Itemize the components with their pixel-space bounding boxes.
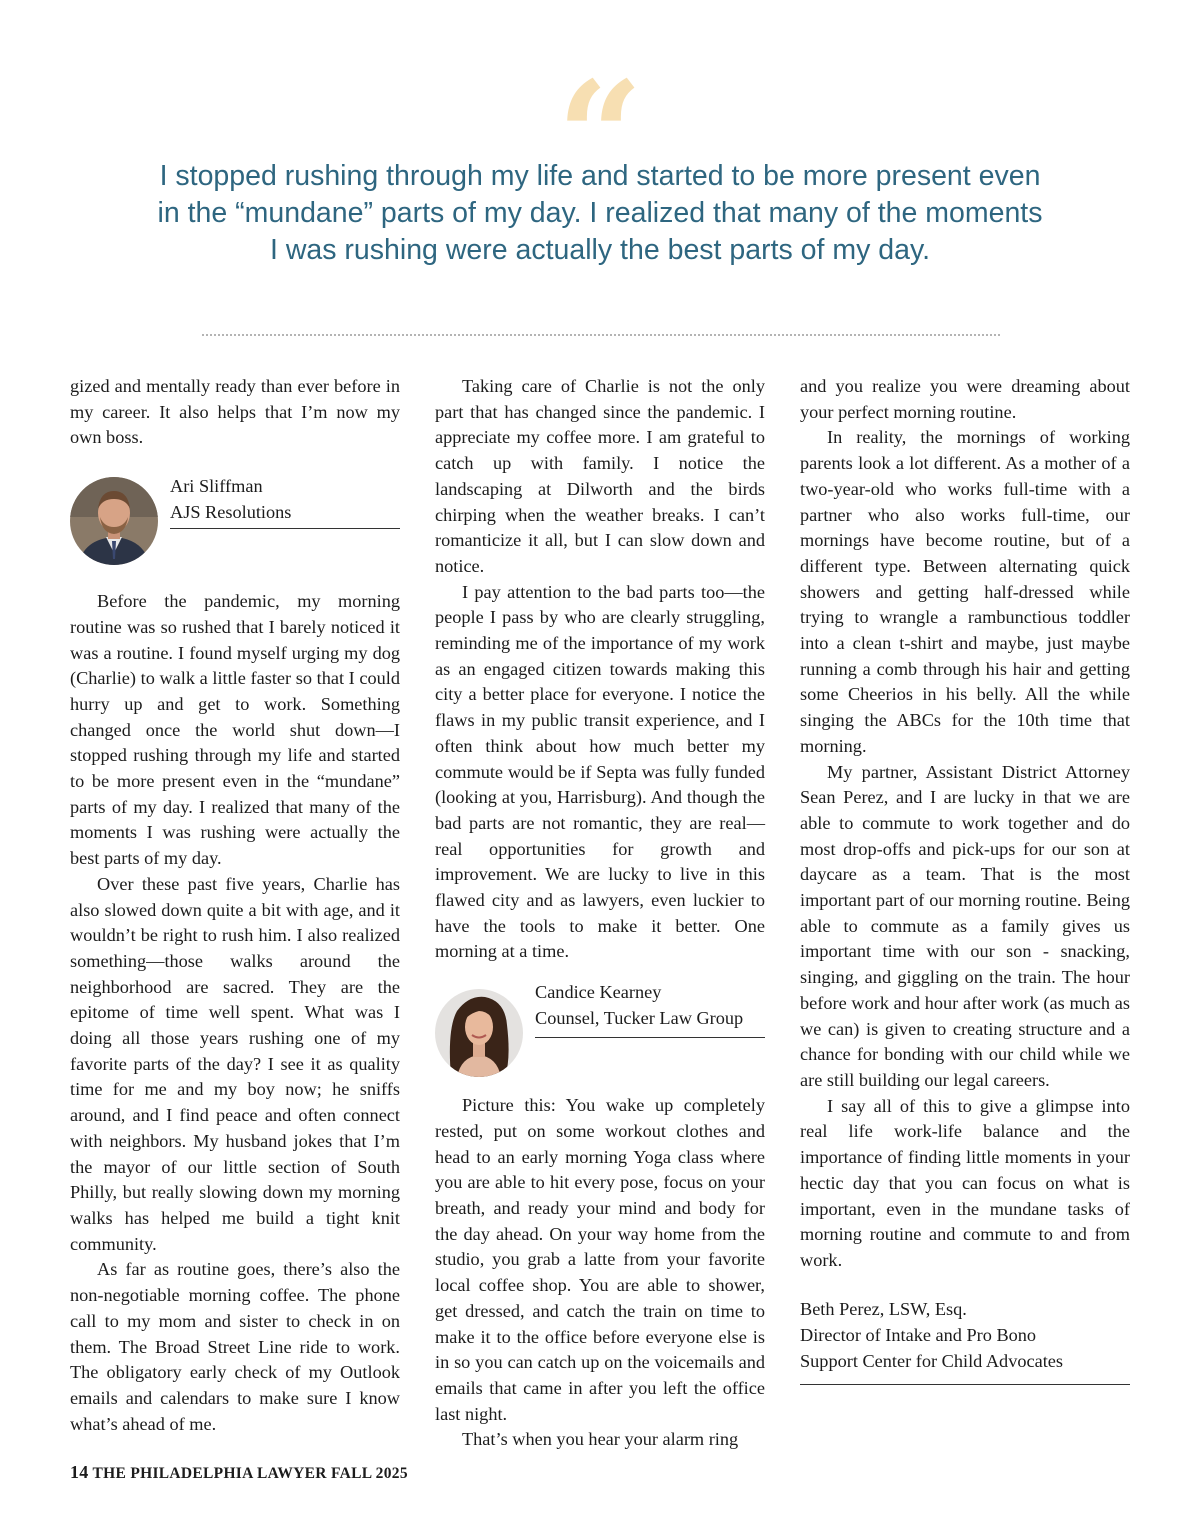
- pull-quote: I stopped rushing through my life and started to be more present even in the “mundane” parts of my day. I realized that many of the moments I was rushing were actually the best parts of my day.: [157, 160, 1043, 266]
- page-footer: [70, 1462, 408, 1483]
- paragraph: In reality, the mornings of working parents look a lot different. As a mother of a two-year-old who works full-time with a partner who also works full-time, our mornings have become routine, but of a different type. Between alternating quick showers and getting half-dressed while trying to wrangle a rambunctious toddler into a clean t-shirt and maybe, just maybe running a comb through his hair and getting some Cheerios in his belly. All the while singing the ABCs for the 10th time that morning.: [800, 427, 1130, 756]
- author-signature: [800, 1296, 1130, 1374]
- page-number: 14: [70, 1462, 89, 1482]
- article-column-2: [435, 374, 765, 1453]
- signature-organization: Support Center for Child Advocates: [800, 1350, 1064, 1371]
- paragraph: I say all of this to give a glimpse into real life work-life balance and the importance of finding little moments in your hectic day that you can focus on what is important, even in the mundane tasks of morning routine and commute to and from work.: [800, 1095, 1130, 1270]
- byline-rule: [170, 528, 400, 529]
- author-name: Candice Kearney: [535, 982, 662, 1003]
- paragraph: That’s when you hear your alarm ring: [462, 1429, 739, 1450]
- article-column-1: [70, 374, 400, 1437]
- paragraph: Picture this: You wake up completely rested, put on some workout clothes and head to an early morning Yoga class where you are able to hit every pose, focus on your breath, and ready your mind and body for the day ahead. On your way home from the studio, you grab a latte from your favorite local coffee shop. You are able to shower, get dressed, and catch the train on time to make it to the office before everyone else is in so you can catch up on the voicemails and emails that came in after you left the office last night.: [435, 1095, 765, 1424]
- paragraph: I pay attention to the bad parts too—the people I pass by who are clearly struggling, reminding me of the importance of my work as an engaged citizen towards making this city a better place for everyone. I notice the flaws in my public transit experience, and I often think about how much better my commute would be if Septa was fully funded (looking at you, Harrisburg). And though the bad parts are not romantic, they are real—real opportunities for growth and improvement. We are lucky to live in this flawed city and as lawyers, even luckier to have the tools to make it better. One morning at a time.: [435, 581, 765, 962]
- paragraph: Before the pandemic, my morning routine was so rushed that I barely noticed it was a routine. I found myself urging my dog (Charlie) to walk a little faster so that I could hurry up and get to work. Something changed once the world shut down—I stopped rushing through my life and started to be more present even in the “mundane” parts of my day. I realized that many of the moments I was rushing were actually the best parts of my day.: [70, 591, 400, 869]
- author-photo: [435, 989, 523, 1077]
- paragraph: gized and mentally ready than ever before in my career. It also helps that I’m now my own boss.: [70, 376, 400, 448]
- paragraph: Taking care of Charlie is not the only part that has changed since the pandemic. I appreciate my coffee more. I am grateful to catch up with family. I notice the landscaping at Dilworth and the birds chirping when the weather breaks. I can’t romanticize it all, but I can slow down and notice.: [435, 376, 765, 576]
- author-byline: [70, 453, 400, 563]
- signature-rule: [800, 1384, 1130, 1385]
- signature-title: Director of Intake and Pro Bono: [800, 1324, 1037, 1345]
- author-name: Ari Sliffman: [170, 476, 263, 497]
- article-column-3: [800, 374, 1130, 1385]
- signature-name: Beth Perez, LSW, Esq.: [800, 1298, 967, 1319]
- author-organization: Counsel, Tucker Law Group: [535, 1008, 744, 1029]
- author-organization: AJS Resolutions: [170, 502, 292, 523]
- paragraph: As far as routine goes, there’s also the non-negotiable morning coffee. The phone call to my mom and sister to check in on them. The Broad Street Line ride to work. The obligatory early check of my Outlook emails and calendars to make sure I know what’s ahead of me.: [70, 1259, 400, 1434]
- author-byline: [435, 969, 765, 1089]
- byline-rule: [535, 1037, 765, 1038]
- paragraph: Over these past five years, Charlie has also slowed down quite a bit with age, and it wouldn’t be right to rush him. I also realized something—those walks around the neighborhood are sacred. They are the epitome of time well spent. What was I doing all those years rushing one of my favorite parts of the day? I see it as quality time for me and my boy now; he sniffs around, and I find peace and often connect with neighbors. My husband jokes that I’m the mayor of our little section of South Philly, but really slowing down my morning walks has helped me build a tight knit community.: [70, 873, 400, 1254]
- paragraph: My partner, Assistant District Attorney Sean Perez, and I are lucky in that we are able to commute to work together and do most drop-offs and pick-ups for our son at daycare as a team. That is the most important part of our morning routine. Being able to commute as a family gives us important time with our son - snacking, singing, and giggling on the train. The hour before work and hour after work (as much as we can) is given to creating structure and a chance for bonding with our child while we are still building our legal careers.: [800, 761, 1130, 1090]
- author-photo: [70, 477, 158, 565]
- paragraph: and you realize you were dreaming about your perfect morning routine.: [800, 376, 1130, 422]
- publication-name: THE PHILADELPHIA LAWYER FALL 2025: [92, 1465, 408, 1482]
- dotted-divider: [202, 334, 1000, 336]
- quotation-mark-icon: “: [556, 62, 644, 172]
